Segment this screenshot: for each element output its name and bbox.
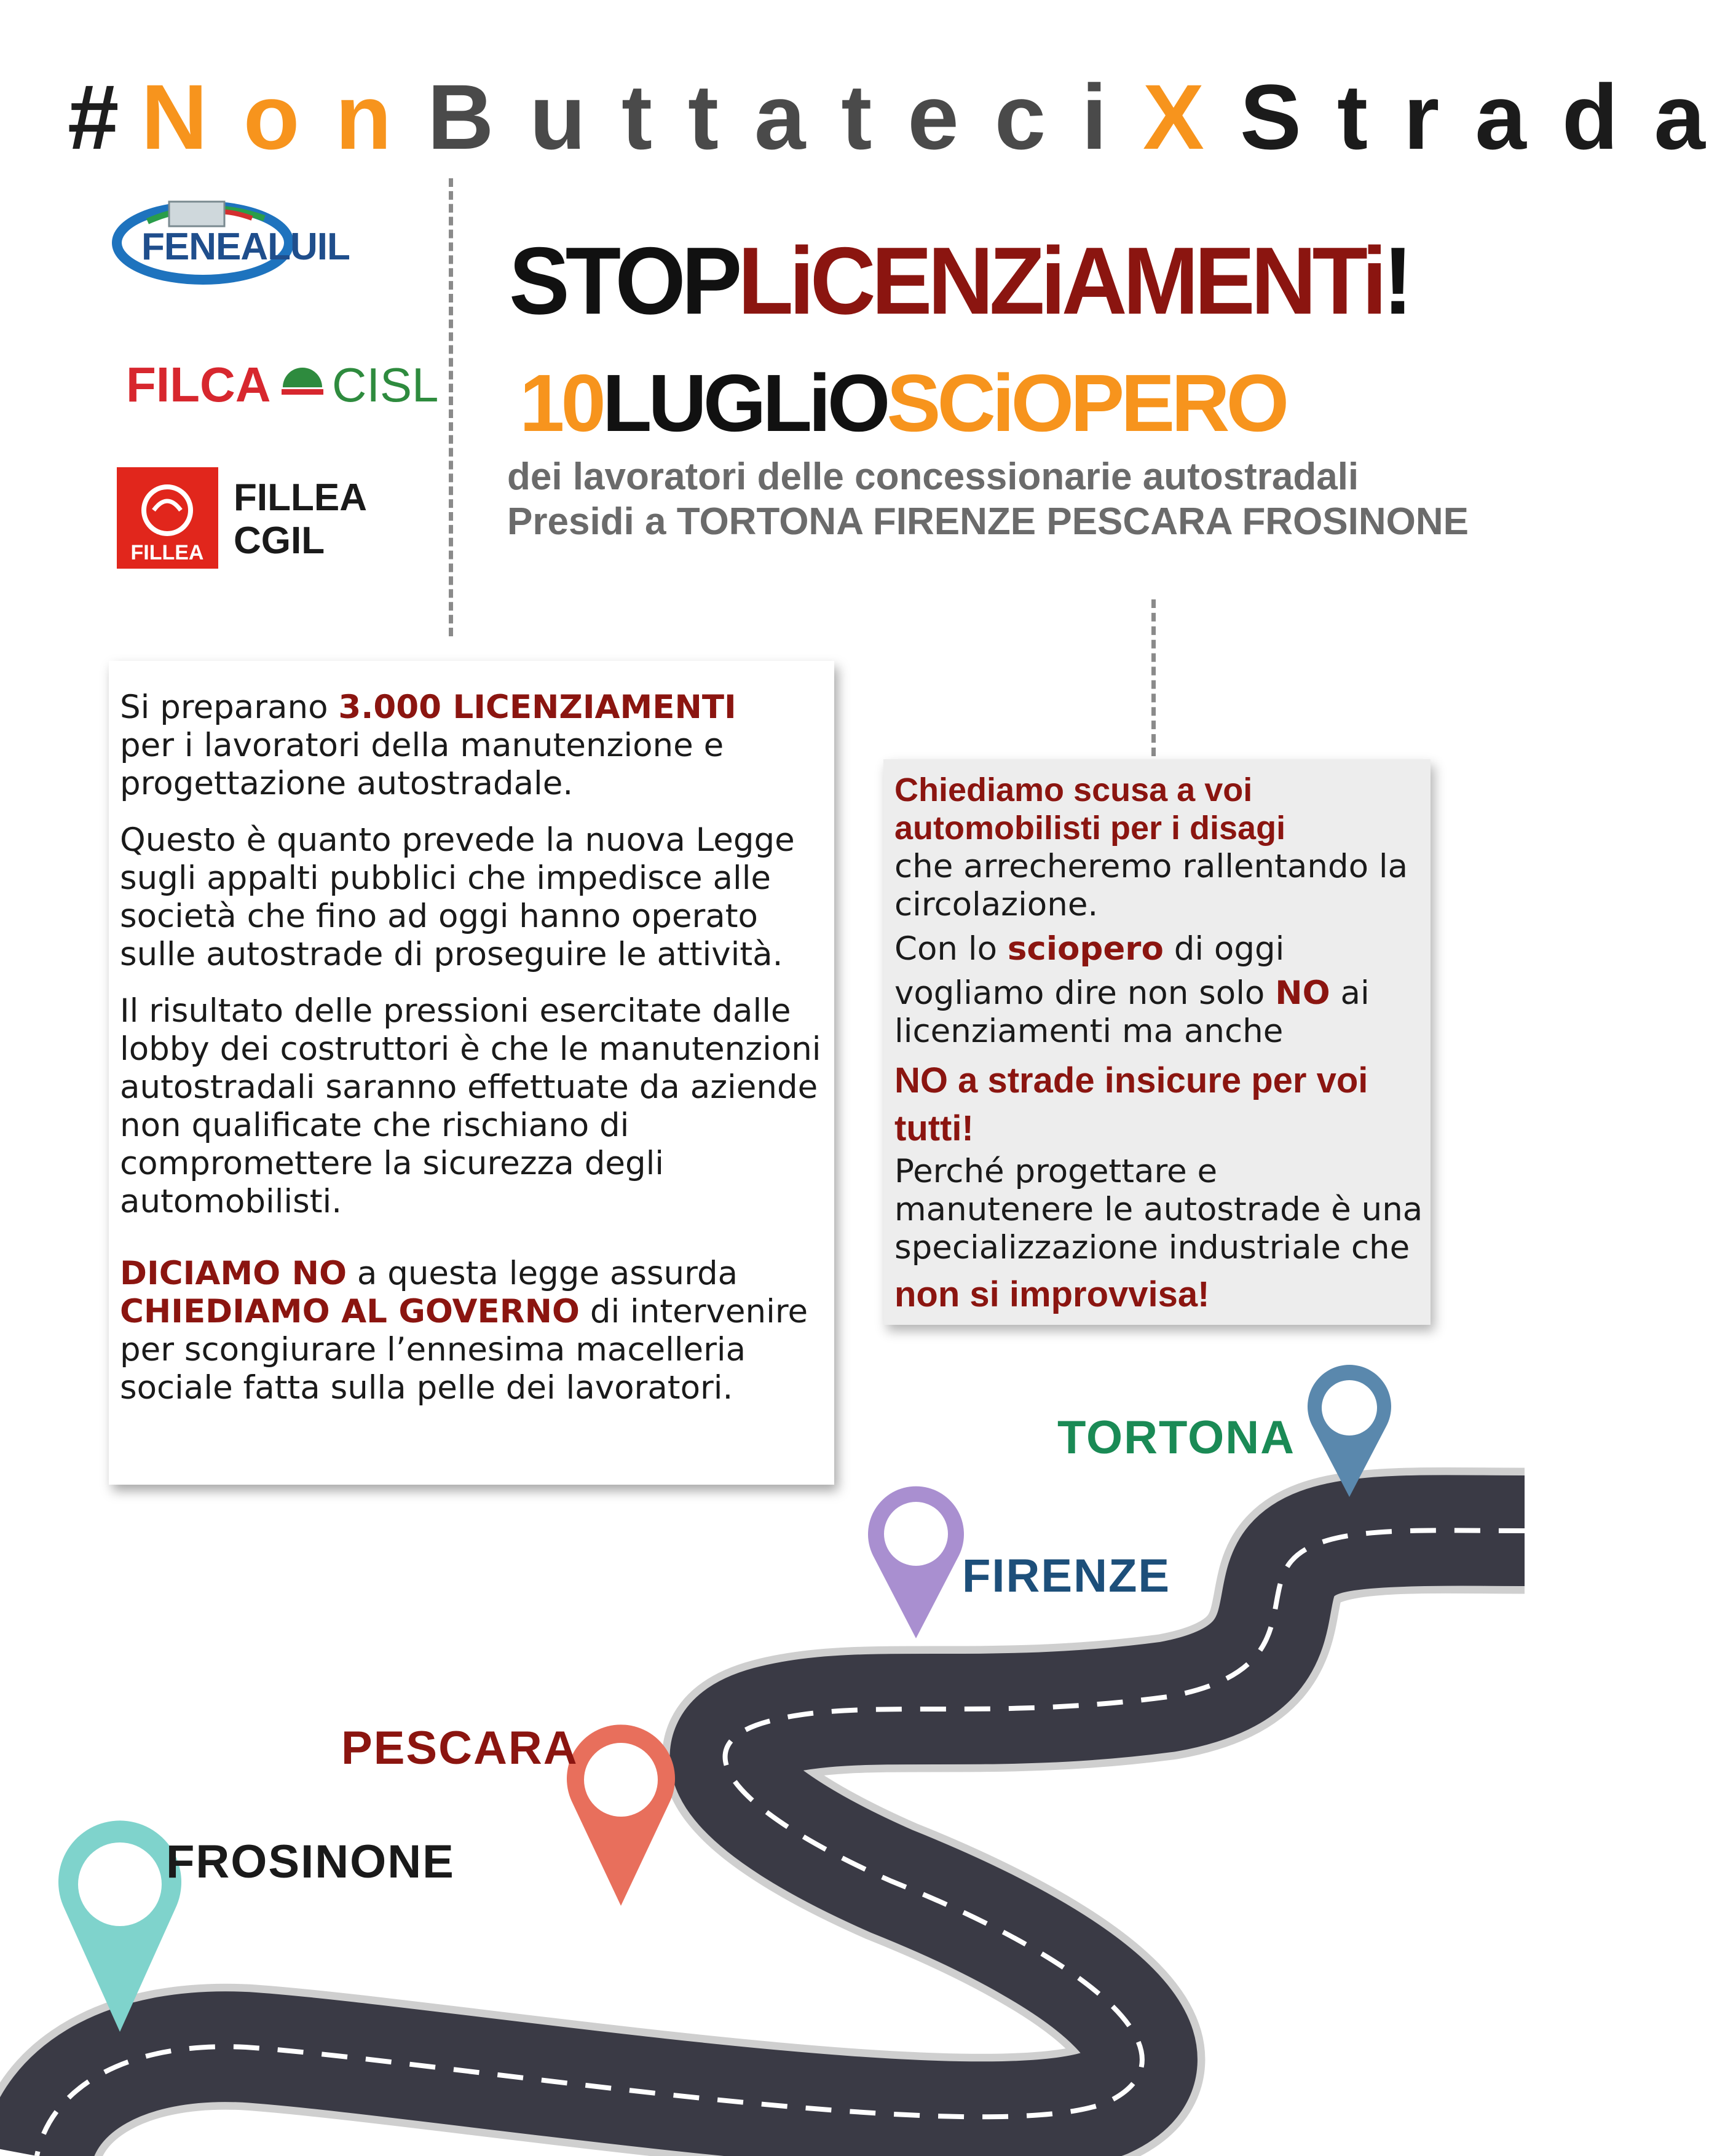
box1-paragraph-1: Si preparano 3.000 LICENZIAMENTI per i lavoratori della manutenzione e progettazione autostradale. (120, 689, 736, 802)
cisl-text: CISL (332, 358, 439, 412)
right-text-box (883, 759, 1431, 1325)
headline-exclamation: ! (1383, 227, 1409, 334)
headline-stop-licenziamenti (509, 227, 1409, 334)
divider-line-left (449, 178, 453, 636)
feneal-text: FENEALUIL (141, 226, 350, 268)
diciamo-no: DICIAMO NO (120, 1255, 347, 1292)
headline-strike: SCiOPERO (886, 358, 1286, 448)
city-label-frosinone: FROSINONE (166, 1836, 455, 1888)
box1-paragraph-2: Questo è quanto prevede la nuova Legge sugli appalti pubblici che impedisce alle società che fino ad oggi hanno operato sulle autostrade di proseguire le attività. (120, 821, 795, 973)
fillea-badge-text: FILLEA (130, 541, 204, 564)
box1-paragraph-4: DICIAMO NO a questa legge assurda CHIEDIAMO AL GOVERNO di intervenire per scongiurare l’ennesima macelleria sociale fatta sulla pelle dei lavoratori. (120, 1255, 808, 1407)
cgil-line2: CGIL (234, 519, 325, 562)
feneal-uil-logo (111, 197, 381, 289)
hashtag-title (68, 58, 1709, 175)
chiediamo-al-governo: CHIEDIAMO AL GOVERNO (120, 1293, 580, 1330)
headline-month: LUGLiO (602, 358, 887, 448)
pescara-pin-icon (567, 1724, 675, 1906)
hashtag-word-x: X (1142, 65, 1208, 168)
apology-heading: Chiediamo scusa a voi automobilisti per i disagi (894, 772, 1286, 847)
road-illustration (0, 1352, 1525, 2156)
hashtag-symbol: # (68, 65, 123, 168)
hashtag-word-strada: S t r a d a (1239, 65, 1709, 168)
filca-text: FILCA (126, 357, 271, 412)
divider-line-right (1151, 599, 1156, 756)
box1-paragraph-3: Il risultato delle pressioni esercitate dalle lobby dei costruttori è che le manutenzioni autostradali saranno effettuate da aziende non qualificate che rischiano di compromettere la sicurezza degli automobilisti. (120, 992, 821, 1220)
box2-paragraph-2: Con lo sciopero di oggi (894, 930, 1285, 968)
filca-half-circle (283, 368, 322, 387)
hashtag-word-non: N o n (141, 65, 396, 168)
hashtag-word-buttateci: B u t t a t e c i (427, 65, 1111, 168)
fillea-line1: FILLEA (234, 476, 367, 519)
city-label-firenze: FIRENZE (962, 1550, 1171, 1602)
headline-day: 10 (519, 358, 602, 448)
filca-cisl-logo (126, 353, 446, 415)
city-label-tortona: TORTONA (1057, 1412, 1295, 1464)
subtitle-workers: dei lavoratori delle concessionarie autostradali (507, 456, 1359, 498)
city-label-pescara: PESCARA (341, 1722, 578, 1774)
no-unsafe-roads: NO a strade insicure per voi tutti! (894, 1060, 1368, 1148)
not-improvised: non si improvvisa! (894, 1274, 1210, 1314)
fillea-cgil-logo (117, 467, 375, 569)
box2-paragraph-5: Perché progettare e manutenere le autostrade è una specializzazione industriale che (894, 1153, 1423, 1266)
firenze-pin-icon (868, 1487, 964, 1638)
headline-licenziamenti: LiCENZiAMENTi (738, 227, 1383, 334)
subtitle-locations: Presidi a TORTONA FIRENZE PESCARA FROSINONE (507, 500, 1469, 543)
box2-paragraph-1: Chiediamo scusa a voi automobilisti per i disagi che arrecheremo rallentando la circolazione. (894, 772, 1408, 923)
headline-stop: STOP (509, 227, 738, 334)
headline-sciopero (519, 358, 1286, 448)
layoffs-count: 3.000 LICENZIAMENTI (338, 689, 736, 726)
box2-paragraph-3: vogliamo dire non solo NO ai licenziamenti ma anche (894, 974, 1370, 1050)
